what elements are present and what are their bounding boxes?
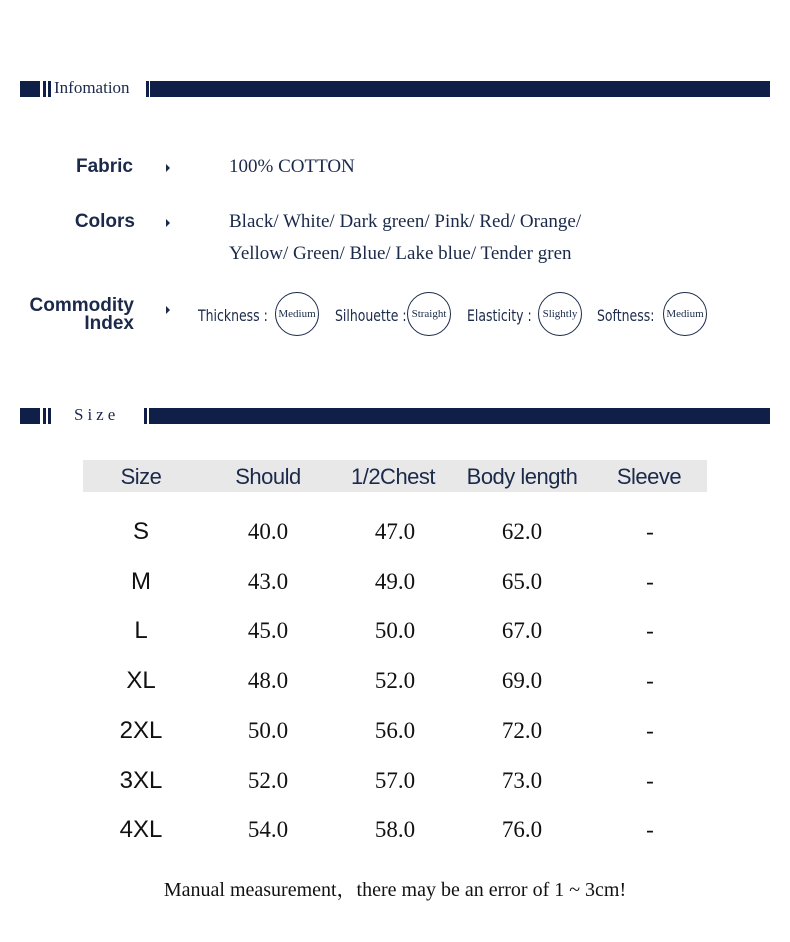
table-row [83, 661, 707, 701]
cell-body-length: 76.0 [501, 817, 543, 842]
cell-body-length: 69.0 [501, 668, 543, 693]
header-line [150, 81, 770, 97]
cell-sleeve: - [646, 817, 654, 842]
header-sleeve: Sleeve [616, 464, 682, 489]
cell-should: 43.0 [247, 569, 289, 594]
cell-chest: 56.0 [374, 718, 416, 743]
header-stripe [43, 408, 46, 424]
commodity-index-label [20, 297, 134, 333]
softness-label: Softness: [597, 305, 655, 325]
colors-line-2: Yellow/ Green/ Blue/ Lake blue/ Tender gren [229, 243, 572, 264]
cell-should: 45.0 [247, 618, 289, 643]
softness-index [597, 292, 712, 338]
cell-should: 50.0 [247, 718, 289, 743]
cell-chest: 49.0 [374, 569, 416, 594]
header-stripe [48, 81, 51, 97]
table-row [83, 711, 707, 751]
cell-body-length: 73.0 [501, 768, 543, 793]
cell-sleeve: - [646, 569, 654, 594]
fabric-label: Fabric [75, 156, 133, 177]
silhouette-value-badge: Straight [407, 292, 451, 336]
cell-body-length: 65.0 [501, 569, 543, 594]
cell-size: 2XL [119, 717, 163, 744]
cell-should: 54.0 [247, 817, 289, 842]
cell-sleeve: - [646, 718, 654, 743]
thickness-index [198, 292, 323, 338]
softness-value-badge: Medium [663, 292, 707, 336]
thickness-value-badge: Medium [275, 292, 319, 336]
cell-size: 4XL [119, 816, 163, 843]
thickness-label: Thickness : [198, 305, 268, 325]
header-size: Size [120, 464, 162, 489]
cell-chest: 47.0 [374, 519, 416, 544]
colors-label: Colors [74, 211, 135, 232]
size-section-title: Size [74, 405, 120, 424]
info-section-header [20, 78, 770, 97]
table-row [83, 810, 707, 850]
header-stripe [43, 81, 46, 97]
cell-sleeve: - [646, 519, 654, 544]
fabric-value: 100% COTTON [229, 156, 355, 177]
cell-size: 3XL [119, 767, 163, 794]
elasticity-label: Elasticity : [467, 305, 532, 325]
cell-sleeve: - [646, 668, 654, 693]
cell-should: 40.0 [247, 519, 289, 544]
size-table-header [83, 460, 707, 492]
cell-chest: 52.0 [374, 668, 416, 693]
commodity-label-line1: Commodity [29, 295, 134, 316]
cell-should: 52.0 [247, 768, 289, 793]
header-block [20, 81, 40, 97]
table-row [83, 562, 707, 602]
header-stripe [48, 408, 51, 424]
header-should: Should [235, 464, 301, 489]
silhouette-label: Silhouette : [335, 305, 407, 325]
arrow-right-icon [166, 219, 170, 227]
info-section-title: Infomation [54, 78, 130, 97]
colors-line-1: Black/ White/ Dark green/ Pink/ Red/ Orange/ [229, 211, 582, 232]
size-section-header [20, 405, 770, 424]
cell-sleeve: - [646, 618, 654, 643]
cell-size: XL [126, 667, 156, 694]
header-body-length: Body length [466, 464, 578, 489]
table-row [83, 512, 707, 552]
cell-chest: 57.0 [374, 768, 416, 793]
elasticity-index [467, 292, 587, 338]
cell-body-length: 67.0 [501, 618, 543, 643]
header-line [149, 408, 770, 424]
header-chest: 1/2Chest [350, 464, 436, 489]
table-row [83, 611, 707, 651]
cell-should: 48.0 [247, 668, 289, 693]
cell-body-length: 62.0 [501, 519, 543, 544]
measurement-note: Manual measurement，there may be an error of 1 ~ 3cm! [163, 879, 627, 901]
cell-body-length: 72.0 [501, 718, 543, 743]
elasticity-value-badge: Slightly [538, 292, 582, 336]
header-block [20, 408, 40, 424]
cell-sleeve: - [646, 768, 654, 793]
silhouette-index [335, 292, 455, 338]
cell-chest: 50.0 [374, 618, 416, 643]
arrow-right-icon [166, 306, 170, 314]
commodity-label-line2: Index [84, 313, 134, 334]
header-stripe [146, 81, 149, 97]
cell-size: L [134, 617, 148, 644]
header-stripe [144, 408, 147, 424]
cell-size: M [131, 568, 151, 595]
arrow-right-icon [166, 164, 170, 172]
cell-chest: 58.0 [374, 817, 416, 842]
table-row [83, 761, 707, 801]
cell-size: S [132, 518, 149, 545]
